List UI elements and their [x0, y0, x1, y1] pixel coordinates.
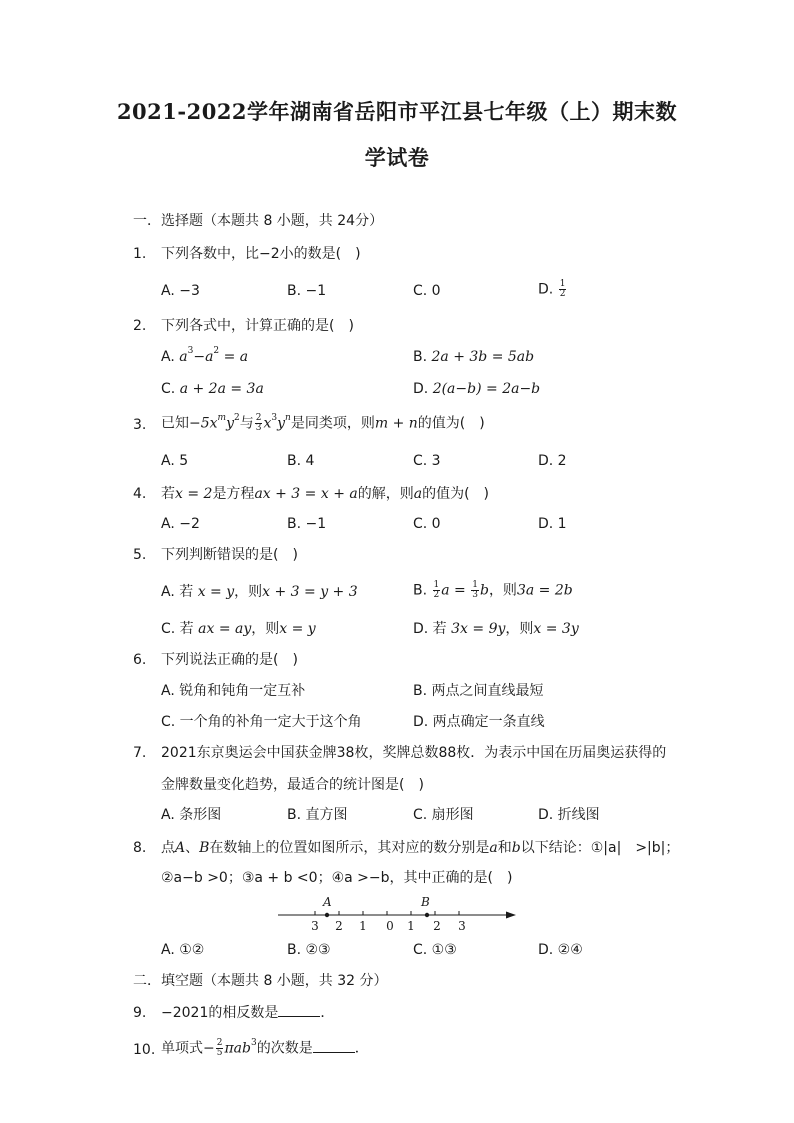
math-term: y	[277, 415, 286, 432]
question-number: 1.	[133, 246, 147, 262]
option-c	[161, 380, 264, 398]
option-b: B. ②③	[287, 942, 331, 958]
tick-label: 0	[386, 919, 394, 933]
question-text-line2: 金牌数量变化趋势，最适合的统计图是( )	[161, 777, 424, 793]
math-expression: = a	[223, 349, 249, 365]
fraction	[433, 581, 441, 600]
question-number: 2.	[133, 318, 147, 334]
question-number: 6.	[133, 652, 147, 668]
option-d	[413, 620, 579, 638]
fraction	[471, 581, 479, 600]
question-text: 下列各式中，计算正确的是( )	[161, 318, 354, 334]
question-text	[161, 414, 485, 433]
answer-blank	[278, 1004, 320, 1017]
option-c: C. 一个角的补角一定大于这个角	[161, 714, 362, 730]
text: 、	[185, 840, 200, 856]
text: ，则	[488, 582, 517, 599]
section-heading-fill: 二．填空题（本题共 8 小题，共 32 分）	[133, 973, 388, 989]
tick-label: 2	[335, 919, 343, 933]
math-term: x	[263, 415, 272, 432]
math-expression: m + n	[374, 415, 418, 432]
option-b: B. 直方图	[287, 807, 348, 823]
section-heading-choice: 一．选择题（本题共 8 小题，共 24分）	[133, 213, 384, 229]
question-text: 下列判断错误的是( )	[161, 547, 298, 563]
option-label: A. 若	[161, 584, 194, 600]
point-a-dot	[325, 913, 329, 917]
question-text	[161, 839, 679, 857]
exponent: m	[217, 412, 227, 423]
denominator: 3	[472, 590, 478, 600]
text: ，则	[234, 584, 263, 600]
point-b-dot	[425, 913, 429, 917]
text: ，则	[505, 621, 534, 637]
option-b: B. −1	[287, 283, 327, 299]
exponent: 3	[250, 1037, 257, 1048]
math-term: −5x	[189, 415, 218, 432]
question-text: 下列说法正确的是( )	[161, 652, 298, 668]
text: 以下结论：①|a| >|b|；	[520, 840, 680, 856]
fraction	[216, 1039, 224, 1058]
numerator: 2	[216, 1038, 223, 1048]
text: 若	[161, 486, 175, 502]
math-var: A	[175, 840, 186, 856]
option-label: B.	[413, 349, 428, 365]
text: 在数轴上的位置如图所示，其对应的数分别是	[209, 840, 490, 856]
math-expression: x + 3 = y + 3	[262, 584, 358, 600]
option-a: A. ①②	[161, 942, 205, 958]
math-term: y	[226, 415, 235, 432]
math-expression: x = 2	[175, 486, 213, 502]
question-text	[161, 1039, 369, 1058]
text: 单项式	[161, 1040, 203, 1057]
question-number: 9.	[133, 1005, 147, 1021]
option-label: D. 若	[413, 621, 447, 637]
option-a	[161, 348, 248, 366]
math-op: −	[203, 1040, 215, 1057]
math-var: a	[205, 349, 214, 365]
text: ．	[354, 1040, 369, 1057]
option-b	[413, 348, 534, 366]
option-a: A. 5	[161, 453, 189, 469]
page-title-line2: 学试卷	[364, 145, 430, 170]
math-expression: ax + 3 = x + a	[254, 486, 358, 502]
option-b: B. 两点之间直线最短	[413, 683, 544, 699]
text: 和	[497, 840, 512, 856]
option-d: D. 2	[538, 453, 567, 469]
math-expression: 3x = 9y	[451, 621, 506, 637]
option-label: D.	[413, 381, 429, 397]
exponent: 2	[234, 412, 240, 423]
option-c: C. 0	[413, 516, 441, 532]
text: ．	[320, 1005, 335, 1021]
text: −2021的相反数是	[161, 1005, 279, 1021]
question-text-line2: ②a−b >0；③a + b <0；④a >−b，其中正确的是( )	[161, 870, 513, 886]
exponent: 3	[187, 346, 194, 357]
option-a: A. −3	[161, 283, 200, 299]
math-var: a	[489, 840, 498, 856]
question-text	[161, 485, 489, 503]
tick-label: 2	[433, 919, 441, 933]
denominator: 3	[255, 423, 262, 433]
math-expression: 2(a−b) = 2a−b	[432, 381, 541, 397]
math-expression: 3a = 2b	[516, 582, 573, 599]
math-expression: x = y	[279, 621, 316, 637]
math-var: a	[413, 486, 423, 502]
option-label: A.	[161, 349, 175, 365]
math-op: −	[193, 349, 206, 365]
text: 是方程	[212, 486, 255, 502]
number-line-figure	[270, 890, 522, 936]
denominator: 5	[216, 1048, 223, 1058]
option-b	[413, 581, 573, 600]
question-text	[161, 1004, 334, 1022]
option-c: C. ①③	[413, 942, 457, 958]
question-number: 5.	[133, 547, 147, 563]
exponent: 2	[213, 346, 220, 357]
tick-label: 1	[359, 919, 367, 933]
exponent: 3	[271, 412, 278, 423]
option-a	[161, 583, 358, 601]
option-c: C. 3	[413, 453, 441, 469]
text: 是同类项，则	[290, 415, 375, 432]
text: ，则	[251, 621, 280, 637]
tick-label: 1	[407, 919, 415, 933]
text: 已知	[161, 415, 189, 432]
fraction	[255, 414, 263, 433]
math-var: a	[179, 349, 188, 365]
question-number: 8.	[133, 840, 147, 856]
question-number: 3.	[133, 417, 147, 433]
text: 的值为( )	[417, 415, 485, 432]
option-d: D. ②④	[538, 942, 583, 958]
numerator: 1	[472, 580, 478, 590]
exponent: n	[285, 412, 291, 423]
option-d	[538, 280, 567, 299]
math-var: b	[511, 840, 521, 856]
text: 的次数是	[256, 1040, 313, 1057]
option-d: D. 折线图	[538, 807, 600, 823]
option-c: C. 0	[413, 283, 441, 299]
question-number: 4.	[133, 486, 147, 502]
tick-marks	[315, 911, 459, 915]
numerator: 1	[559, 279, 566, 289]
math-expression: 2a + 3b = 5ab	[431, 349, 535, 365]
option-a: A. −2	[161, 516, 200, 532]
fraction	[559, 280, 567, 299]
option-label: C.	[161, 381, 176, 397]
option-b: B. −1	[287, 516, 327, 532]
math-var: B	[199, 840, 210, 856]
denominator: 2	[433, 590, 440, 600]
option-label: D.	[538, 281, 554, 298]
numerator: 2	[255, 413, 262, 423]
math-expression: x = y	[197, 584, 235, 600]
math-expression: ax = ay	[198, 621, 252, 637]
tick-label: 3	[458, 919, 466, 933]
tick-label: 3	[311, 919, 319, 933]
math-expression: a =	[441, 582, 466, 599]
question-number: 7.	[133, 745, 147, 761]
option-a: A. 条形图	[161, 807, 222, 823]
question-text: 下列各数中，比−2小的数是( )	[161, 246, 361, 262]
denominator: 2	[559, 289, 566, 299]
point-b-label: B	[421, 895, 430, 909]
option-a: A. 锐角和钝角一定互补	[161, 683, 306, 699]
answer-blank	[313, 1040, 355, 1053]
page-title: 2021-2022学年湖南省岳阳市平江县七年级（上）期末数	[116, 99, 678, 124]
text: 与	[239, 415, 254, 432]
text: 点	[161, 840, 175, 856]
option-label: C. 若	[161, 621, 194, 637]
option-b: B. 4	[287, 453, 315, 469]
text: 的解，则	[357, 486, 414, 502]
option-d: D. 1	[538, 516, 567, 532]
option-d: D. 两点确定一条直线	[413, 714, 545, 730]
option-c	[161, 620, 316, 638]
point-a-label: A	[323, 895, 332, 909]
option-d	[413, 380, 540, 398]
question-number: 10.	[133, 1042, 156, 1058]
axis-arrow	[506, 912, 516, 919]
text: 的值为( )	[422, 486, 490, 502]
math-term: πab	[224, 1040, 251, 1057]
question-text: 2021东京奥运会中国获金牌38枚，奖牌总数88枚．为表示中国在历届奥运获得的	[161, 745, 667, 761]
option-c: C. 扇形图	[413, 807, 474, 823]
math-expression: a + 2a = 3a	[179, 381, 264, 397]
math-expression: x = 3y	[533, 621, 579, 637]
math-var: b	[479, 582, 489, 599]
numerator: 1	[433, 580, 440, 590]
option-label: B.	[413, 582, 428, 599]
